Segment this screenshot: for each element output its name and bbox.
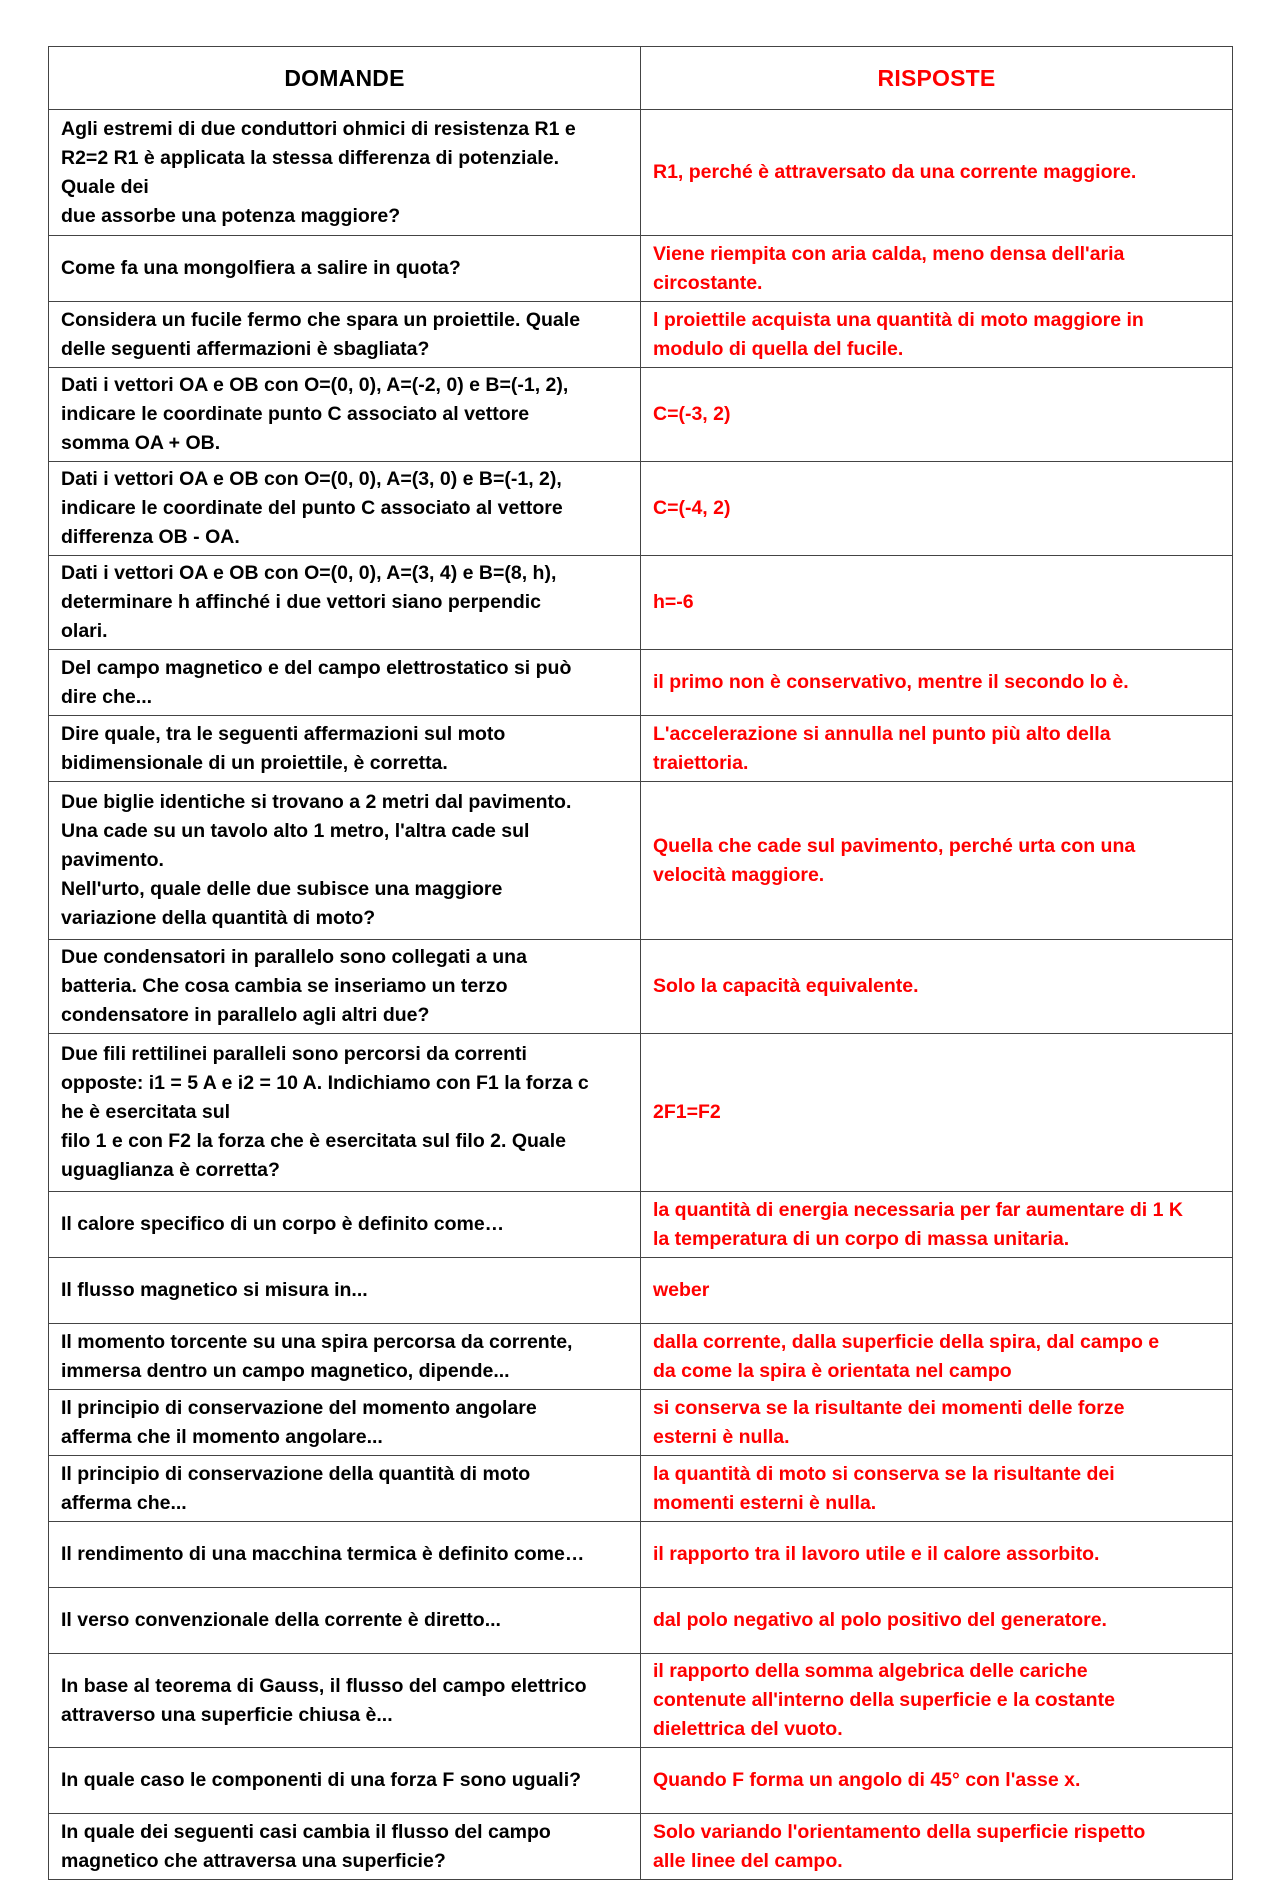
- answers-column-header: RISPOSTE: [641, 47, 1233, 110]
- answer-text: C=(-4, 2): [653, 497, 731, 519]
- question-cell: [49, 1324, 641, 1390]
- answer-text: Solo variando l'orientamento della superficie rispetto alle linee del campo.: [653, 1820, 1146, 1872]
- answer-cell: [641, 302, 1233, 368]
- question-cell: [49, 1192, 641, 1258]
- answer-text: C=(-3, 2): [653, 403, 731, 425]
- answer-cell: [641, 556, 1233, 650]
- table-row: [49, 462, 1233, 556]
- answer-cell: [641, 462, 1233, 556]
- question-cell: [49, 368, 641, 462]
- answer-cell: [641, 1192, 1233, 1258]
- answer-text: il primo non è conservativo, mentre il secondo lo è.: [653, 671, 1129, 693]
- table-row: [49, 1588, 1233, 1654]
- answer-text: dal polo negativo al polo positivo del generatore.: [653, 1609, 1107, 1631]
- table-row: [49, 1522, 1233, 1588]
- table-row: [49, 368, 1233, 462]
- question-text: In quale caso le componenti di una forza F sono uguali?: [61, 1769, 582, 1791]
- question-cell: [49, 236, 641, 302]
- table-row: [49, 1456, 1233, 1522]
- question-cell: [49, 716, 641, 782]
- answer-cell: [641, 1654, 1233, 1748]
- table-row: [49, 1192, 1233, 1258]
- question-cell: [49, 1034, 641, 1192]
- answer-cell: [641, 1390, 1233, 1456]
- table-row: [49, 1034, 1233, 1192]
- question-cell: [49, 1748, 641, 1814]
- question-text: In quale dei seguenti casi cambia il flusso del campo magnetico che attraversa una superficie?: [61, 1820, 551, 1872]
- answer-text: si conserva se la risultante dei momenti delle forze esterni è nulla.: [653, 1396, 1125, 1448]
- answer-text: Quella che cade sul pavimento, perché urta con una velocità maggiore.: [653, 834, 1136, 886]
- answer-cell: [641, 236, 1233, 302]
- question-cell: [49, 1258, 641, 1324]
- answer-cell: [641, 1258, 1233, 1324]
- table-row: [49, 1814, 1233, 1880]
- answer-cell: [641, 368, 1233, 462]
- question-text: Il calore specifico di un corpo è definito come…: [61, 1213, 505, 1235]
- question-cell: [49, 556, 641, 650]
- question-text: Due biglie identiche si trovano a 2 metri dal pavimento. Una cade su un tavolo alto 1 metro, l'altra cade sul pavimento. Nell'urto, quale delle due subisce una maggiore variazione della quantità di moto?: [61, 791, 572, 929]
- question-cell: [49, 462, 641, 556]
- question-text: Il verso convenzionale della corrente è diretto...: [61, 1609, 501, 1631]
- answer-cell: [641, 1324, 1233, 1390]
- table-row: [49, 110, 1233, 236]
- table-row: [49, 940, 1233, 1034]
- answer-text: l proiettile acquista una quantità di moto maggiore in modulo di quella del fucile.: [653, 308, 1144, 360]
- answer-text: Solo la capacità equivalente.: [653, 975, 919, 997]
- table-row: [49, 650, 1233, 716]
- question-cell: [49, 1522, 641, 1588]
- answer-cell: [641, 110, 1233, 236]
- question-cell: [49, 940, 641, 1034]
- answer-text: h=-6: [653, 591, 694, 613]
- answer-text: L'accelerazione si annulla nel punto più alto della traiettoria.: [653, 722, 1111, 774]
- answer-text: weber: [653, 1279, 710, 1301]
- table-row: [49, 1748, 1233, 1814]
- table-header: [49, 47, 1233, 110]
- question-text: Dati i vettori OA e OB con O=(0, 0), A=(-2, 0) e B=(-1, 2), indicare le coordinate punto C associato al vettore somma OA + OB.: [61, 374, 569, 454]
- table-body: [49, 110, 1233, 1880]
- answer-text: la quantità di moto si conserva se la risultante dei momenti esterni è nulla.: [653, 1462, 1115, 1514]
- table-row: [49, 302, 1233, 368]
- questions-column-header: DOMANDE: [49, 47, 641, 110]
- answer-cell: [641, 940, 1233, 1034]
- answer-cell: [641, 1456, 1233, 1522]
- answer-text: il rapporto tra il lavoro utile e il calore assorbito.: [653, 1543, 1100, 1565]
- answer-text: 2F1=F2: [653, 1101, 721, 1123]
- answer-text: la quantità di energia necessaria per far aumentare di 1 K la temperatura di un corpo di massa unitaria.: [653, 1198, 1183, 1250]
- question-text: Come fa una mongolfiera a salire in quota?: [61, 257, 461, 279]
- qa-table: [48, 46, 1233, 1880]
- question-text: Dire quale, tra le seguenti affermazioni sul moto bidimensionale di un proiettile, è corretta.: [61, 722, 506, 774]
- table-row: [49, 1654, 1233, 1748]
- question-text: Considera un fucile fermo che spara un proiettile. Quale delle seguenti affermazioni è sbagliata?: [61, 308, 581, 360]
- question-cell: [49, 650, 641, 716]
- answer-text: dalla corrente, dalla superficie della spira, dal campo e da come la spira è orientata nel campo: [653, 1330, 1160, 1382]
- question-text: Due condensatori in parallelo sono collegati a una batteria. Che cosa cambia se inseriamo un terzo condensatore in parallelo agli altri due?: [61, 946, 527, 1026]
- answer-cell: [641, 1814, 1233, 1880]
- question-text: Il flusso magnetico si misura in...: [61, 1279, 368, 1301]
- question-text: In base al teorema di Gauss, il flusso del campo elettrico attraverso una superficie chiusa è...: [61, 1674, 587, 1726]
- question-cell: [49, 1390, 641, 1456]
- table-row: [49, 236, 1233, 302]
- question-text: Del campo magnetico e del campo elettrostatico si può dire che...: [61, 656, 572, 708]
- question-cell: [49, 1456, 641, 1522]
- answer-cell: [641, 1522, 1233, 1588]
- answer-cell: [641, 716, 1233, 782]
- header-row: [49, 47, 1233, 110]
- question-cell: [49, 782, 641, 940]
- question-cell: [49, 1588, 641, 1654]
- question-text: Due fili rettilinei paralleli sono percorsi da correnti opposte: i1 = 5 A e i2 = 10 A. Indichiamo con F1 la forza c he è esercitata sul filo 1 e con F2 la forza che è esercitata sul filo 2. Quale uguaglianza è corretta?: [61, 1043, 589, 1181]
- answer-text: Viene riempita con aria calda, meno densa dell'aria circostante.: [653, 242, 1125, 294]
- table-row: [49, 556, 1233, 650]
- question-text: Dati i vettori OA e OB con O=(0, 0), A=(3, 4) e B=(8, h), determinare h affinché i due vettori siano perpendic olari.: [61, 562, 557, 642]
- question-text: Il principio di conservazione del momento angolare afferma che il momento angolare...: [61, 1396, 537, 1448]
- question-text: Dati i vettori OA e OB con O=(0, 0), A=(3, 0) e B=(-1, 2), indicare le coordinate del punto C associato al vettore differenza OB - OA.: [61, 468, 563, 548]
- table-row: [49, 782, 1233, 940]
- question-text: Il principio di conservazione della quantità di moto afferma che...: [61, 1462, 531, 1514]
- answer-cell: [641, 650, 1233, 716]
- answer-cell: [641, 1588, 1233, 1654]
- question-cell: [49, 1814, 641, 1880]
- table-row: [49, 716, 1233, 782]
- answer-cell: [641, 1034, 1233, 1192]
- table-row: [49, 1390, 1233, 1456]
- answer-text: R1, perché è attraversato da una corrente maggiore.: [653, 161, 1137, 183]
- question-cell: [49, 110, 641, 236]
- question-text: Agli estremi di due conduttori ohmici di resistenza R1 e R2=2 R1 è applicata la stessa differenza di potenziale. Quale dei due assorbe una potenza maggiore?: [61, 117, 576, 227]
- question-text: Il momento torcente su una spira percorsa da corrente, immersa dentro un campo magnetico, dipende...: [61, 1330, 573, 1382]
- table-row: [49, 1258, 1233, 1324]
- answer-text: il rapporto della somma algebrica delle cariche contenute all'interno della superficie e la costante dielettrica del vuoto.: [653, 1660, 1115, 1740]
- answer-cell: [641, 1748, 1233, 1814]
- question-text: Il rendimento di una macchina termica è definito come…: [61, 1543, 585, 1565]
- answer-text: Quando F forma un angolo di 45° con l'asse x.: [653, 1769, 1081, 1791]
- question-cell: [49, 1654, 641, 1748]
- table-row: [49, 1324, 1233, 1390]
- question-cell: [49, 302, 641, 368]
- answer-cell: [641, 782, 1233, 940]
